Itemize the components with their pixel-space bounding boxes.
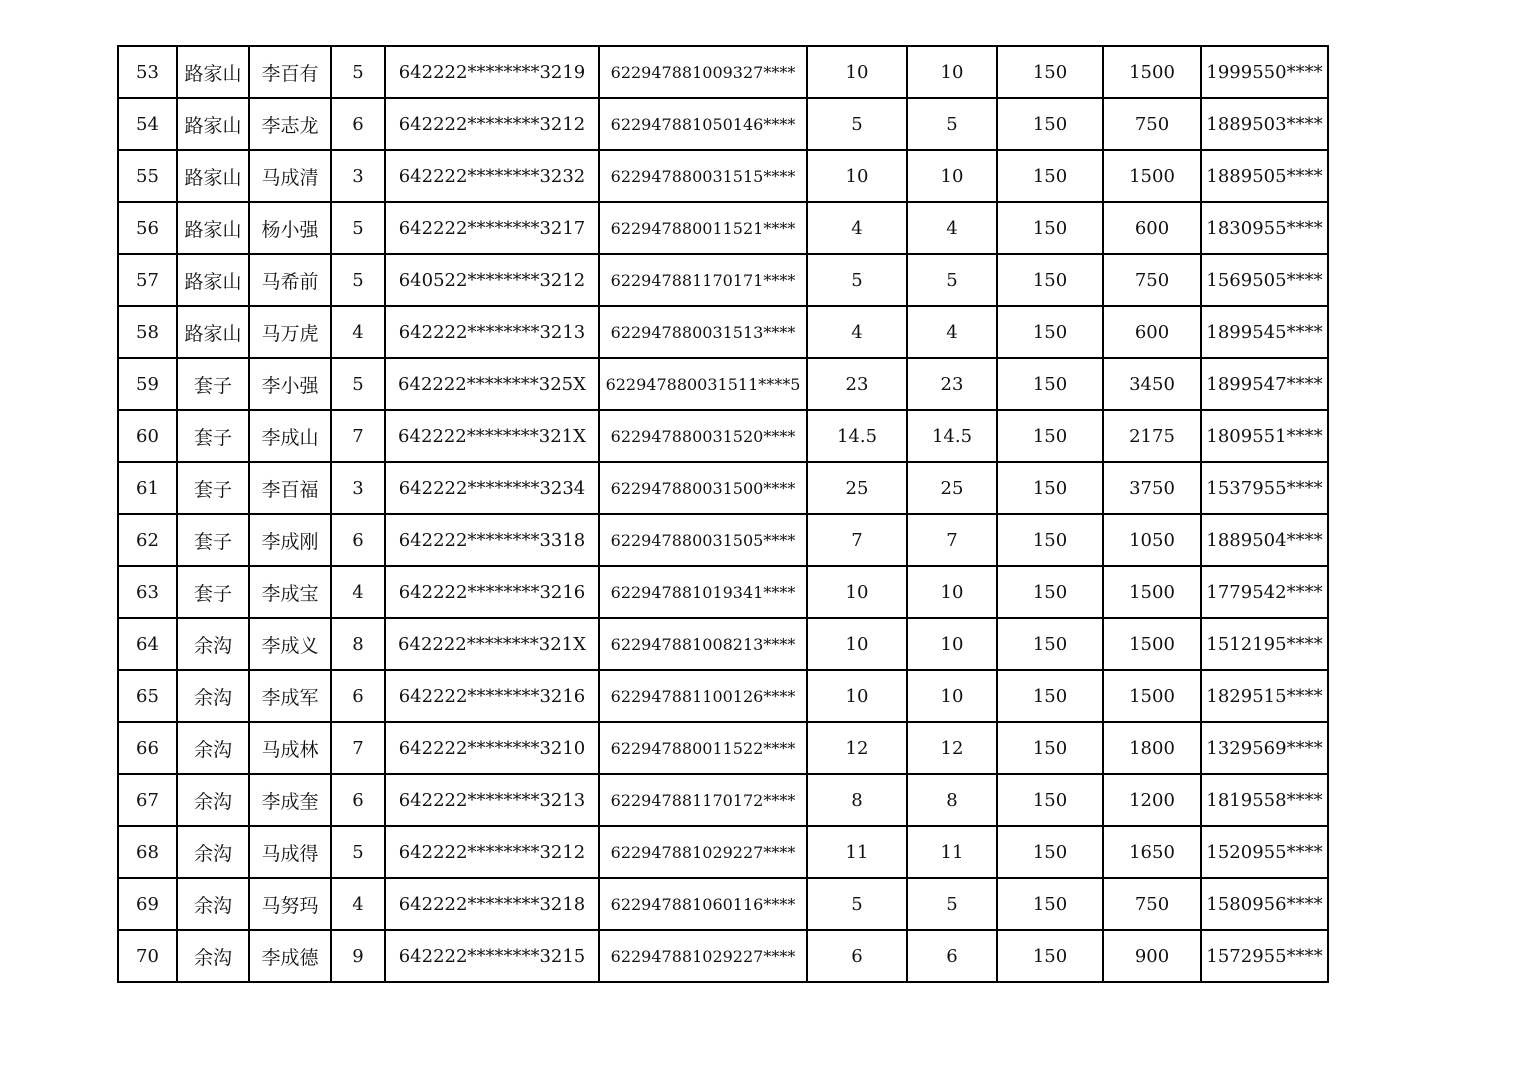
name-cell: 杨小强 bbox=[249, 202, 331, 254]
row-number-cell: 64 bbox=[118, 618, 177, 670]
amount-cell: 600 bbox=[1103, 306, 1201, 358]
phone-cell: 1572955**** bbox=[1201, 930, 1328, 982]
rate-cell: 150 bbox=[997, 670, 1103, 722]
area-a-cell: 10 bbox=[807, 670, 907, 722]
id-number-cell: 642222********3213 bbox=[385, 774, 599, 826]
rate-cell: 150 bbox=[997, 618, 1103, 670]
bank-card-cell: 622947881170171**** bbox=[599, 254, 807, 306]
phone-cell: 1899545**** bbox=[1201, 306, 1328, 358]
household-members-cell: 5 bbox=[331, 358, 385, 410]
id-number-cell: 642222********3318 bbox=[385, 514, 599, 566]
table-row bbox=[118, 254, 1328, 306]
amount-cell: 1500 bbox=[1103, 566, 1201, 618]
row-number-cell: 55 bbox=[118, 150, 177, 202]
village-cell: 套子 bbox=[177, 410, 249, 462]
id-number-cell: 642222********3216 bbox=[385, 670, 599, 722]
area-a-cell: 11 bbox=[807, 826, 907, 878]
area-b-cell: 11 bbox=[907, 826, 997, 878]
table-row bbox=[118, 566, 1328, 618]
area-b-cell: 10 bbox=[907, 670, 997, 722]
amount-cell: 3750 bbox=[1103, 462, 1201, 514]
amount-cell: 750 bbox=[1103, 878, 1201, 930]
table-body bbox=[118, 46, 1328, 982]
household-members-cell: 5 bbox=[331, 202, 385, 254]
name-cell: 马希前 bbox=[249, 254, 331, 306]
rate-cell: 150 bbox=[997, 150, 1103, 202]
area-b-cell: 10 bbox=[907, 150, 997, 202]
area-b-cell: 4 bbox=[907, 306, 997, 358]
table-row bbox=[118, 46, 1328, 98]
bank-card-cell: 622947881029227**** bbox=[599, 930, 807, 982]
area-a-cell: 5 bbox=[807, 98, 907, 150]
row-number-cell: 70 bbox=[118, 930, 177, 982]
phone-cell: 1537955**** bbox=[1201, 462, 1328, 514]
table-row bbox=[118, 150, 1328, 202]
area-a-cell: 4 bbox=[807, 202, 907, 254]
id-number-cell: 642222********3217 bbox=[385, 202, 599, 254]
village-cell: 路家山 bbox=[177, 202, 249, 254]
table-row bbox=[118, 98, 1328, 150]
bank-card-cell: 622947880031500**** bbox=[599, 462, 807, 514]
name-cell: 李小强 bbox=[249, 358, 331, 410]
village-cell: 余沟 bbox=[177, 930, 249, 982]
rate-cell: 150 bbox=[997, 202, 1103, 254]
amount-cell: 750 bbox=[1103, 98, 1201, 150]
area-a-cell: 25 bbox=[807, 462, 907, 514]
id-number-cell: 640522********3212 bbox=[385, 254, 599, 306]
name-cell: 马成得 bbox=[249, 826, 331, 878]
household-members-cell: 7 bbox=[331, 410, 385, 462]
bank-card-cell: 622947880031515**** bbox=[599, 150, 807, 202]
village-cell: 套子 bbox=[177, 462, 249, 514]
household-members-cell: 4 bbox=[331, 878, 385, 930]
area-b-cell: 25 bbox=[907, 462, 997, 514]
rate-cell: 150 bbox=[997, 826, 1103, 878]
rate-cell: 150 bbox=[997, 98, 1103, 150]
household-members-cell: 6 bbox=[331, 774, 385, 826]
village-cell: 路家山 bbox=[177, 254, 249, 306]
amount-cell: 1500 bbox=[1103, 46, 1201, 98]
village-cell: 余沟 bbox=[177, 670, 249, 722]
phone-cell: 1520955**** bbox=[1201, 826, 1328, 878]
area-a-cell: 10 bbox=[807, 566, 907, 618]
row-number-cell: 65 bbox=[118, 670, 177, 722]
area-a-cell: 23 bbox=[807, 358, 907, 410]
amount-cell: 1500 bbox=[1103, 670, 1201, 722]
name-cell: 李成刚 bbox=[249, 514, 331, 566]
phone-cell: 1819558**** bbox=[1201, 774, 1328, 826]
phone-cell: 1889503**** bbox=[1201, 98, 1328, 150]
name-cell: 李成义 bbox=[249, 618, 331, 670]
table-row bbox=[118, 878, 1328, 930]
household-members-cell: 6 bbox=[331, 670, 385, 722]
table-row bbox=[118, 618, 1328, 670]
area-a-cell: 6 bbox=[807, 930, 907, 982]
household-members-cell: 6 bbox=[331, 514, 385, 566]
household-members-cell: 7 bbox=[331, 722, 385, 774]
phone-cell: 1889505**** bbox=[1201, 150, 1328, 202]
phone-cell: 1779542**** bbox=[1201, 566, 1328, 618]
village-cell: 余沟 bbox=[177, 722, 249, 774]
phone-cell: 1999550**** bbox=[1201, 46, 1328, 98]
area-a-cell: 8 bbox=[807, 774, 907, 826]
name-cell: 马万虎 bbox=[249, 306, 331, 358]
bank-card-cell: 622947881029227**** bbox=[599, 826, 807, 878]
row-number-cell: 60 bbox=[118, 410, 177, 462]
area-b-cell: 12 bbox=[907, 722, 997, 774]
rate-cell: 150 bbox=[997, 358, 1103, 410]
amount-cell: 3450 bbox=[1103, 358, 1201, 410]
household-members-cell: 5 bbox=[331, 254, 385, 306]
bank-card-cell: 622947880031513**** bbox=[599, 306, 807, 358]
area-b-cell: 6 bbox=[907, 930, 997, 982]
area-a-cell: 10 bbox=[807, 46, 907, 98]
village-cell: 余沟 bbox=[177, 618, 249, 670]
name-cell: 马成清 bbox=[249, 150, 331, 202]
row-number-cell: 58 bbox=[118, 306, 177, 358]
table-row bbox=[118, 774, 1328, 826]
row-number-cell: 63 bbox=[118, 566, 177, 618]
id-number-cell: 642222********3232 bbox=[385, 150, 599, 202]
phone-cell: 1569505**** bbox=[1201, 254, 1328, 306]
id-number-cell: 642222********3210 bbox=[385, 722, 599, 774]
amount-cell: 900 bbox=[1103, 930, 1201, 982]
household-members-cell: 4 bbox=[331, 566, 385, 618]
bank-card-cell: 622947881060116**** bbox=[599, 878, 807, 930]
area-a-cell: 10 bbox=[807, 150, 907, 202]
table-row bbox=[118, 306, 1328, 358]
rate-cell: 150 bbox=[997, 878, 1103, 930]
amount-cell: 1800 bbox=[1103, 722, 1201, 774]
bank-card-cell: 622947881009327**** bbox=[599, 46, 807, 98]
table-row bbox=[118, 462, 1328, 514]
area-b-cell: 7 bbox=[907, 514, 997, 566]
amount-cell: 600 bbox=[1103, 202, 1201, 254]
table-row bbox=[118, 670, 1328, 722]
rate-cell: 150 bbox=[997, 46, 1103, 98]
id-number-cell: 642222********3212 bbox=[385, 98, 599, 150]
village-cell: 路家山 bbox=[177, 98, 249, 150]
bank-card-cell: 622947880011521**** bbox=[599, 202, 807, 254]
amount-cell: 2175 bbox=[1103, 410, 1201, 462]
rate-cell: 150 bbox=[997, 254, 1103, 306]
rate-cell: 150 bbox=[997, 410, 1103, 462]
village-cell: 路家山 bbox=[177, 306, 249, 358]
table-row bbox=[118, 722, 1328, 774]
village-cell: 路家山 bbox=[177, 46, 249, 98]
phone-cell: 1889504**** bbox=[1201, 514, 1328, 566]
bank-card-cell: 622947881050146**** bbox=[599, 98, 807, 150]
area-b-cell: 5 bbox=[907, 878, 997, 930]
amount-cell: 1050 bbox=[1103, 514, 1201, 566]
area-a-cell: 12 bbox=[807, 722, 907, 774]
id-number-cell: 642222********321X bbox=[385, 618, 599, 670]
amount-cell: 1650 bbox=[1103, 826, 1201, 878]
village-cell: 套子 bbox=[177, 566, 249, 618]
area-a-cell: 5 bbox=[807, 878, 907, 930]
area-b-cell: 4 bbox=[907, 202, 997, 254]
table-row bbox=[118, 514, 1328, 566]
amount-cell: 1200 bbox=[1103, 774, 1201, 826]
amount-cell: 1500 bbox=[1103, 618, 1201, 670]
household-members-cell: 5 bbox=[331, 826, 385, 878]
row-number-cell: 61 bbox=[118, 462, 177, 514]
bank-card-cell: 622947880031505**** bbox=[599, 514, 807, 566]
rate-cell: 150 bbox=[997, 514, 1103, 566]
name-cell: 李成军 bbox=[249, 670, 331, 722]
name-cell: 李成宝 bbox=[249, 566, 331, 618]
rate-cell: 150 bbox=[997, 930, 1103, 982]
id-number-cell: 642222********321X bbox=[385, 410, 599, 462]
row-number-cell: 59 bbox=[118, 358, 177, 410]
area-b-cell: 10 bbox=[907, 46, 997, 98]
bank-card-cell: 622947881100126**** bbox=[599, 670, 807, 722]
row-number-cell: 68 bbox=[118, 826, 177, 878]
table-row bbox=[118, 930, 1328, 982]
household-members-cell: 5 bbox=[331, 46, 385, 98]
id-number-cell: 642222********3218 bbox=[385, 878, 599, 930]
name-cell: 马努玛 bbox=[249, 878, 331, 930]
area-b-cell: 14.5 bbox=[907, 410, 997, 462]
phone-cell: 1580956**** bbox=[1201, 878, 1328, 930]
table-row bbox=[118, 202, 1328, 254]
id-number-cell: 642222********3215 bbox=[385, 930, 599, 982]
name-cell: 马成林 bbox=[249, 722, 331, 774]
bank-card-cell: 622947881170172**** bbox=[599, 774, 807, 826]
name-cell: 李百福 bbox=[249, 462, 331, 514]
id-number-cell: 642222********3234 bbox=[385, 462, 599, 514]
village-cell: 余沟 bbox=[177, 826, 249, 878]
area-a-cell: 14.5 bbox=[807, 410, 907, 462]
row-number-cell: 53 bbox=[118, 46, 177, 98]
rate-cell: 150 bbox=[997, 774, 1103, 826]
row-number-cell: 62 bbox=[118, 514, 177, 566]
household-members-cell: 4 bbox=[331, 306, 385, 358]
name-cell: 李成德 bbox=[249, 930, 331, 982]
name-cell: 李成山 bbox=[249, 410, 331, 462]
table-row bbox=[118, 410, 1328, 462]
row-number-cell: 54 bbox=[118, 98, 177, 150]
phone-cell: 1809551**** bbox=[1201, 410, 1328, 462]
id-number-cell: 642222********3216 bbox=[385, 566, 599, 618]
row-number-cell: 66 bbox=[118, 722, 177, 774]
bank-card-cell: 622947881019341**** bbox=[599, 566, 807, 618]
bank-card-cell: 622947880031520**** bbox=[599, 410, 807, 462]
phone-cell: 1512195**** bbox=[1201, 618, 1328, 670]
village-cell: 路家山 bbox=[177, 150, 249, 202]
name-cell: 李百有 bbox=[249, 46, 331, 98]
area-b-cell: 5 bbox=[907, 254, 997, 306]
row-number-cell: 57 bbox=[118, 254, 177, 306]
village-cell: 套子 bbox=[177, 358, 249, 410]
household-members-cell: 8 bbox=[331, 618, 385, 670]
household-members-cell: 3 bbox=[331, 462, 385, 514]
phone-cell: 1830955**** bbox=[1201, 202, 1328, 254]
id-number-cell: 642222********3213 bbox=[385, 306, 599, 358]
row-number-cell: 67 bbox=[118, 774, 177, 826]
name-cell: 李志龙 bbox=[249, 98, 331, 150]
id-number-cell: 642222********3219 bbox=[385, 46, 599, 98]
id-number-cell: 642222********3212 bbox=[385, 826, 599, 878]
bank-card-cell: 622947880011522**** bbox=[599, 722, 807, 774]
rate-cell: 150 bbox=[997, 566, 1103, 618]
area-a-cell: 4 bbox=[807, 306, 907, 358]
area-b-cell: 8 bbox=[907, 774, 997, 826]
data-table bbox=[117, 45, 1329, 983]
household-members-cell: 3 bbox=[331, 150, 385, 202]
name-cell: 李成奎 bbox=[249, 774, 331, 826]
area-b-cell: 23 bbox=[907, 358, 997, 410]
area-b-cell: 10 bbox=[907, 618, 997, 670]
amount-cell: 750 bbox=[1103, 254, 1201, 306]
area-a-cell: 7 bbox=[807, 514, 907, 566]
phone-cell: 1829515**** bbox=[1201, 670, 1328, 722]
rate-cell: 150 bbox=[997, 462, 1103, 514]
bank-card-cell: 622947880031511****5 bbox=[599, 358, 807, 410]
household-members-cell: 6 bbox=[331, 98, 385, 150]
table-row bbox=[118, 358, 1328, 410]
village-cell: 余沟 bbox=[177, 774, 249, 826]
row-number-cell: 56 bbox=[118, 202, 177, 254]
phone-cell: 1899547**** bbox=[1201, 358, 1328, 410]
rate-cell: 150 bbox=[997, 722, 1103, 774]
bank-card-cell: 622947881008213**** bbox=[599, 618, 807, 670]
area-a-cell: 10 bbox=[807, 618, 907, 670]
rate-cell: 150 bbox=[997, 306, 1103, 358]
village-cell: 余沟 bbox=[177, 878, 249, 930]
amount-cell: 1500 bbox=[1103, 150, 1201, 202]
area-b-cell: 10 bbox=[907, 566, 997, 618]
household-members-cell: 9 bbox=[331, 930, 385, 982]
phone-cell: 1329569**** bbox=[1201, 722, 1328, 774]
row-number-cell: 69 bbox=[118, 878, 177, 930]
area-a-cell: 5 bbox=[807, 254, 907, 306]
area-b-cell: 5 bbox=[907, 98, 997, 150]
village-cell: 套子 bbox=[177, 514, 249, 566]
id-number-cell: 642222********325X bbox=[385, 358, 599, 410]
table-row bbox=[118, 826, 1328, 878]
